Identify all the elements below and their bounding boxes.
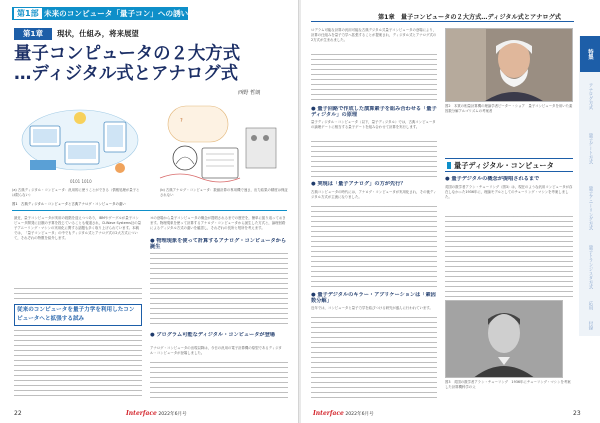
side-tab-3[interactable]: 量子アニーリング方式 [588, 186, 593, 230]
body-text-left-col1: 最近，量子コンピュータが実用の段階を迎えつつあり，IBMやグーグルが量子コンピュータ開発に巨額の予算を投じていることも報道され，D-Wave Systems社の量子アニーリング・マシンの実用化に関する話題も多く取り上げられています。本稿では，「量子コンピュータ」の中でもディジタル式とアナログ式の2大方式について，それぞれの特徴を紹介します。 [14, 216, 142, 240]
right-page [301, 0, 600, 423]
figure-divider [12, 210, 287, 211]
page-number-left: 22 [14, 410, 22, 417]
side-tab-6[interactable]: 付録 [588, 320, 593, 330]
figure-1-title: 図1 古典ディジタル・コンピュータと古典アナログ・コンピュータの違い [12, 202, 126, 206]
body-lines-left-col1 [14, 288, 142, 300]
subheading-right-1: ● 量子回路で作成した演算素子を組み合わせる「量子ディジタル」の原理 [311, 106, 437, 118]
part-label: 第1部 [14, 8, 42, 19]
section-box-title: 従来のコンピュータを量子力学を利用したコンピュータへと拡張する試み [17, 307, 135, 322]
figure-3-caption: 図3 英国の数学者アラン・チューリング 1936年にチューリング・マシンを考案した計算機科学の父 [445, 380, 571, 389]
figure-2-photo [445, 28, 573, 102]
side-tab-5[interactable]: 応用 [588, 300, 593, 310]
side-tab-0[interactable]: 特集 [580, 36, 600, 72]
body-text-right-col1c: 古典コンピュータの時代には，アナログ・コンピュータが実用化され，その後ディジタル方式が主流になりました。 [311, 190, 437, 199]
subheading-right-3: ● 量子デジタルのキラー・アプリケーションは「素因数分解」 [311, 292, 436, 304]
body-text-right-col1: ロデラム可能な計算の汎用可能な古典デジタル式量子コンピュータの登場により，計算の仕組みを量子力学へ拡張することが提案され，ディジタル式とアナログ式の2方式が生まれました。 [311, 28, 437, 42]
subheading-right-4: ● 量子デジタルの概念が提唱されるまで [445, 176, 540, 182]
side-tab-1[interactable]: アナログ方式 [588, 82, 593, 110]
running-head-rule [311, 21, 574, 22]
side-tab-4[interactable]: 量子トランジスタ方式 [588, 245, 593, 289]
page-number-right: 23 [573, 410, 581, 417]
side-tab-2[interactable]: 量子ゲート方式 [588, 132, 593, 164]
body-lines-left-col1b [14, 330, 142, 400]
left-page [0, 0, 299, 423]
svg-text:0101 1010: 0101 1010 [70, 179, 92, 184]
article-title-line2: …ディジタル式とアナログ式 [14, 64, 238, 84]
subheading-left-2: ● プログラム可能なディジタル・コンピュータが登場 [150, 332, 275, 338]
author-name: 西野 哲朗 [238, 90, 261, 96]
svg-text:?: ? [180, 118, 183, 124]
magazine-issue-right: 2022年6月号 [345, 412, 374, 417]
body-lines-right-col2 [445, 216, 573, 298]
figure-3-portrait [446, 301, 563, 378]
section-header-bullet [447, 162, 451, 169]
body-text-left-col2b: アナログ・コンピュータの出現以降は，今日の汎用の電子計算機の原型であるディジタル・コンピュータが登場しました。 [150, 346, 282, 355]
figure-2-caption: 図2 本質の相量計算機の理論学者ピーター・ショア 量子コンピュータを用いた素因数分解アルゴリズムの考案者 [445, 104, 573, 113]
part-title: 未来のコンピュータ「量子コン」への誘い [44, 9, 189, 18]
magazine-footer-right [313, 410, 374, 417]
magazine-name-right: Interface [313, 410, 344, 417]
body-lines-right-col1c [311, 206, 437, 290]
body-text-right-col1b: 量子ディジタル・コンピュータ（以下，量子ディジタル）では，古典コンピュータの論理ゲートに相当する量子ゲートを組み合わせて計算を実行します。 [311, 120, 436, 129]
magazine-footer-left [126, 410, 187, 417]
running-head: 第1章 量子コンピュータの２大方式…ディジタル式とアナログ式 [378, 14, 561, 21]
body-lines-left-col2b [150, 362, 288, 400]
figure-1-caption-b: (b) 古典アナログ・コンピュータ：数値計算の専用機で速さ，出力結果の精度は保証されない [160, 188, 288, 197]
figure-1-caption-a: (a) 古典ディジタル・コンピュータ：汎用的に使うことができる（情報処理が量子とは限らない） [12, 188, 140, 197]
body-text-right-col1d: 近年では，コンピュータと量子力学を結びつける研究が盛んに行われています。 [311, 306, 433, 310]
magazine-issue-left: 2022年6月号 [158, 412, 187, 417]
body-lines-left-col2 [150, 253, 288, 328]
body-text-right-col2: 英国の数学者アラン・チューリング（図3）は，現在のような汎用コンピュータが存在しなかった1936年に，理論モデルとしてのチューリング・マシンを考案しました。 [445, 185, 573, 199]
section-header-title: 量子ディジタル・コンピュータ [454, 161, 554, 170]
figure-3-photo [445, 300, 563, 378]
body-lines-right-col1 [311, 54, 437, 104]
chapter-subtitle: 現状，仕組み，将来展望 [57, 29, 139, 38]
body-lines-right-col1d [311, 317, 437, 399]
body-lines-right-col1b [311, 141, 437, 179]
body-text-left-col2: ヨの登場から量子コンピュータの概念が提唱されるまでの歴史を，簡単に振り返っておきます。物理現象を使って計算するアナログ・コンピュータから誕生した方式と，論理回路によるディジタル方式の違いを確認し，それぞれの長所と短所を考えます。 [150, 216, 286, 230]
article-title-line1: 量子コンピュータの２大方式 [14, 44, 241, 64]
subheading-right-2: ● 実現は「量子アナログ」の方が先行？ [311, 181, 406, 187]
chapter-label: 第1章 [14, 28, 52, 40]
figure-2-portrait [446, 29, 573, 102]
subheading-left-1: ● 物理現象を使って計算するアナログ・コンピュータから誕生 [150, 238, 287, 250]
magazine-name-left: Interface [126, 410, 157, 417]
